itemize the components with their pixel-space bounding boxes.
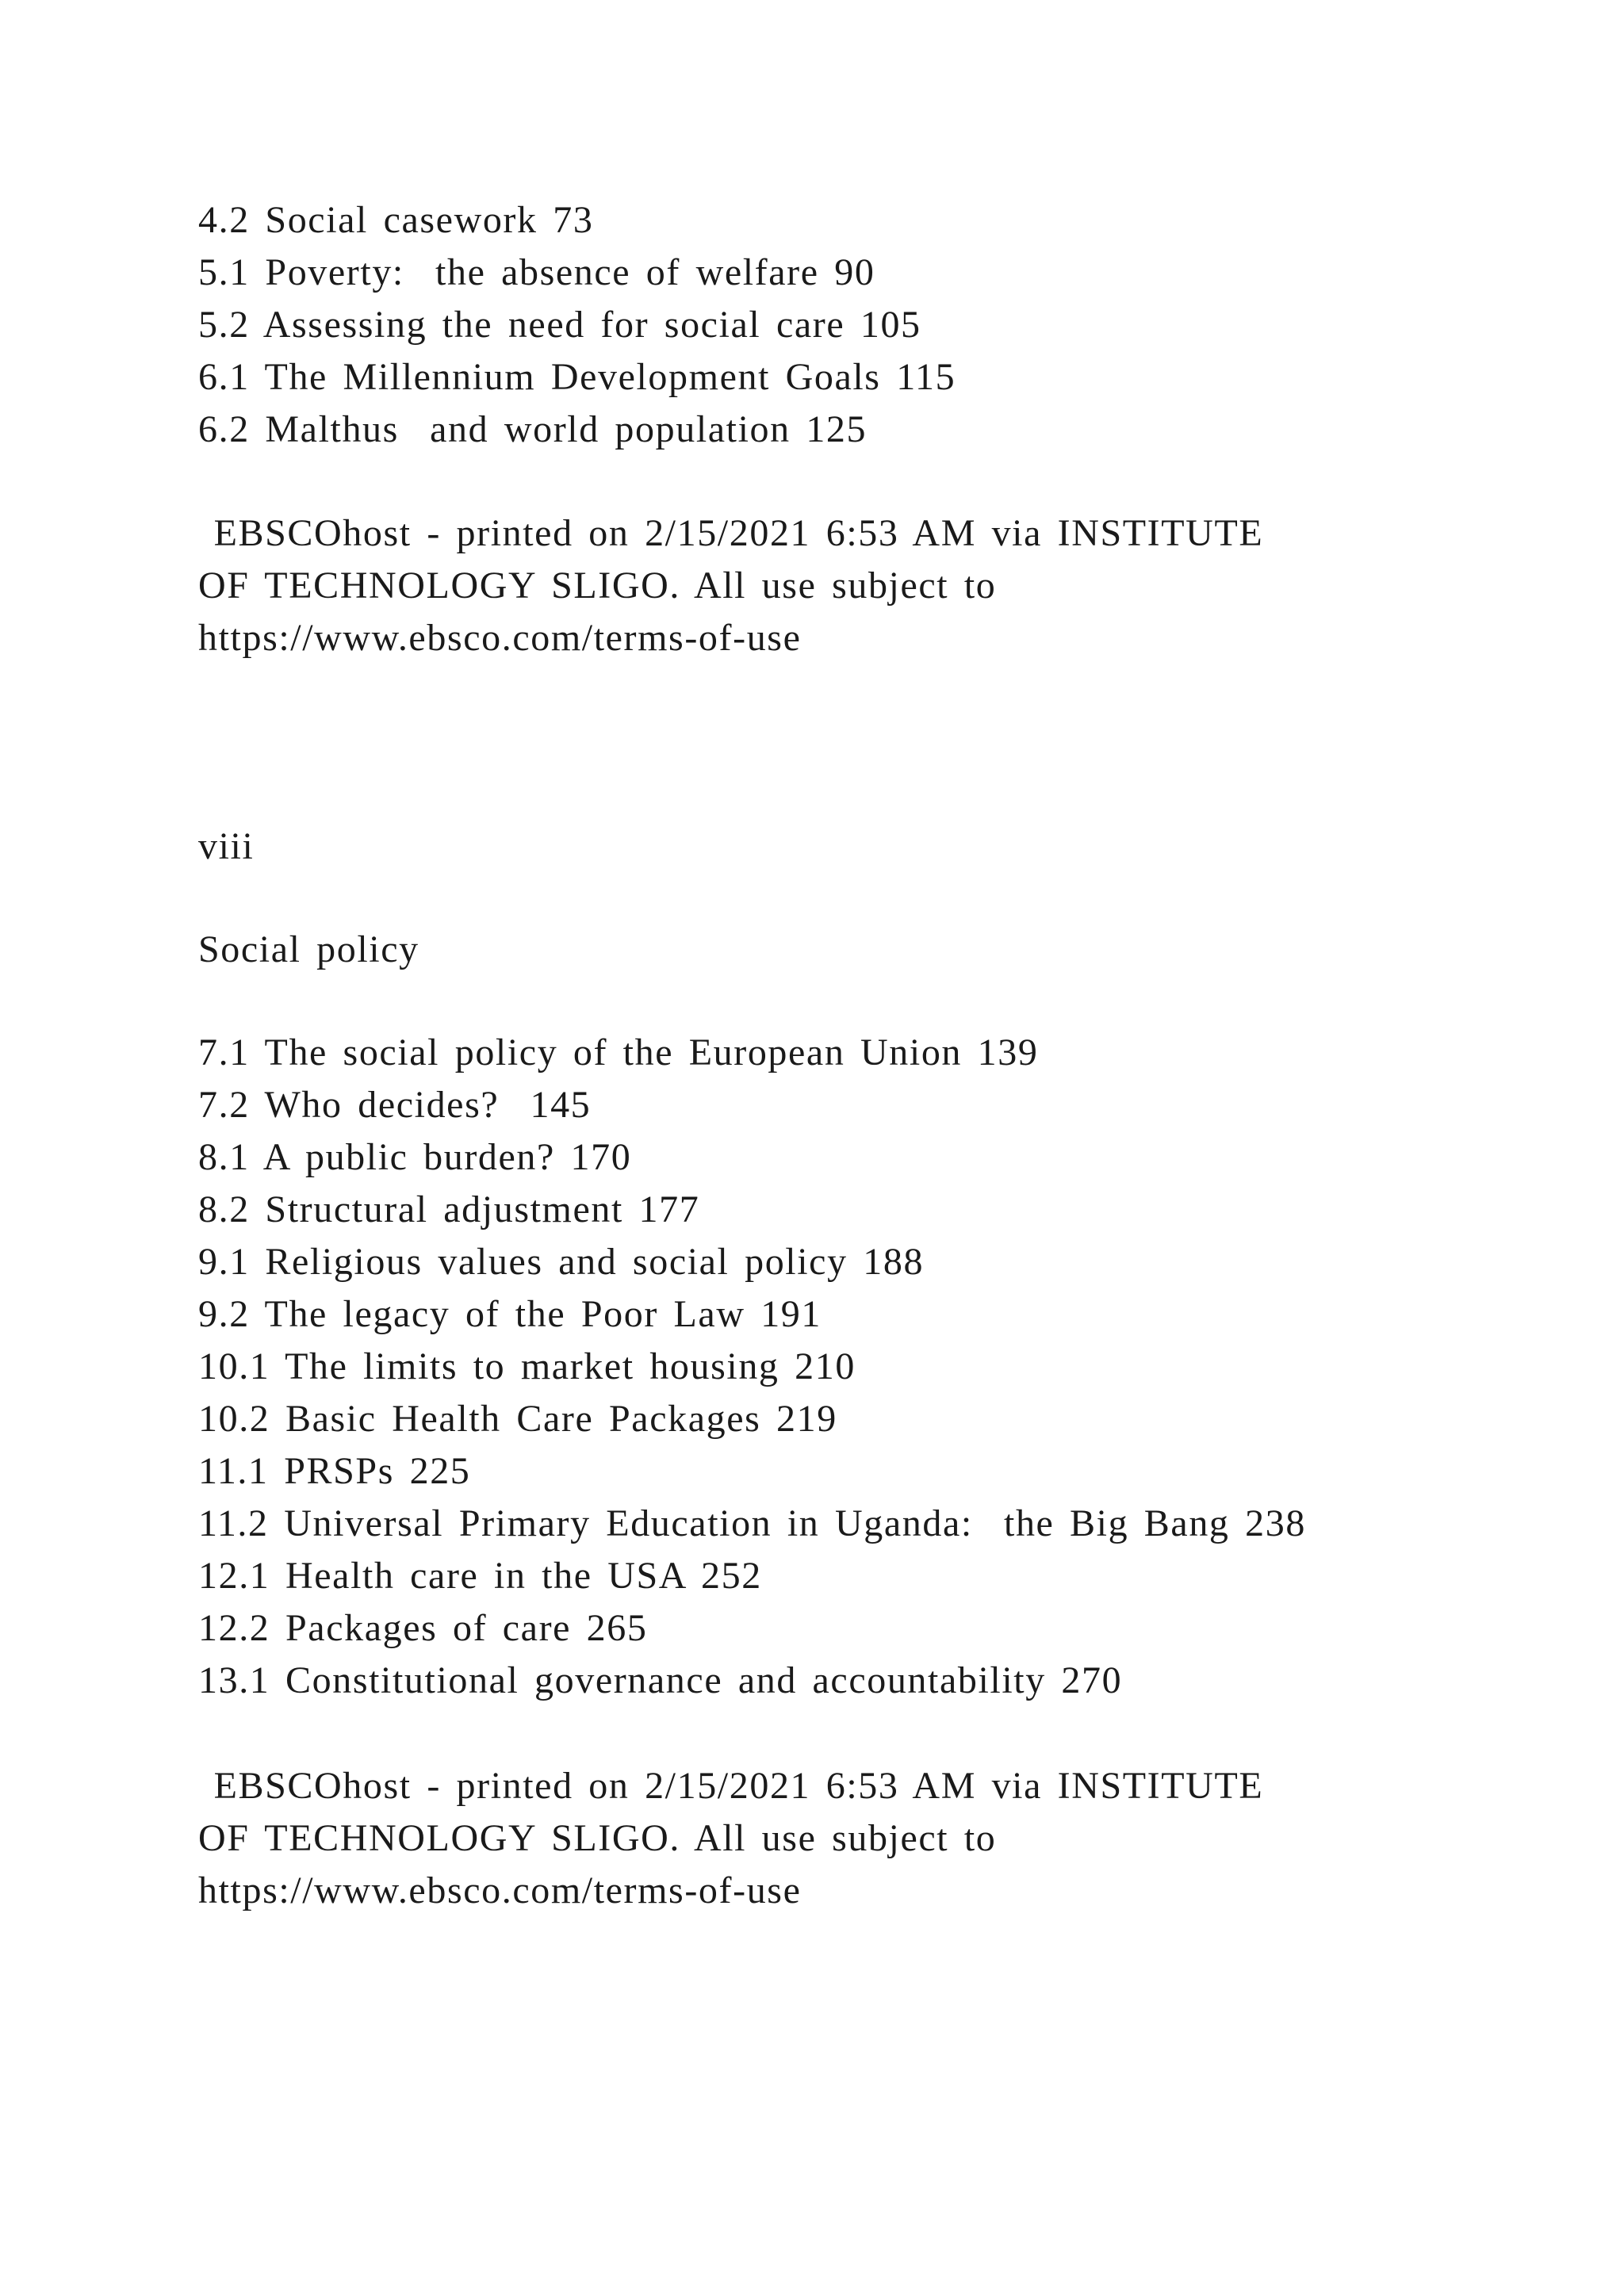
notice-line: OF TECHNOLOGY SLIGO. All use subject to: [198, 1817, 997, 1859]
box-list-bottom: [198, 1027, 1562, 1707]
list-item: 4.2 Social casework 73: [198, 199, 594, 241]
list-item: 9.1 Religious values and social policy 188: [198, 1241, 925, 1283]
ebsco-notice: [198, 507, 1562, 664]
list-item: 6.2 Malthus and world population 125: [198, 408, 868, 450]
list-item: 12.1 Health care in the USA 252: [198, 1555, 762, 1597]
notice-url: https://www.ebsco.com/terms-of-use: [198, 617, 802, 659]
notice-line: OF TECHNOLOGY SLIGO. All use subject to: [198, 564, 997, 607]
notice-line: EBSCOhost - printed on 2/15/2021 6:53 AM via INSTITUTE: [198, 1765, 1264, 1807]
list-item: 6.1 The Millennium Development Goals 115: [198, 356, 956, 398]
list-item: 10.1 The limits to market housing 210: [198, 1345, 856, 1387]
notice-line: EBSCOhost - printed on 2/15/2021 6:53 AM via INSTITUTE: [198, 512, 1264, 554]
page-number: viii: [198, 825, 255, 867]
list-item: 8.1 A public burden? 170: [198, 1136, 632, 1178]
list-item: 5.2 Assessing the need for social care 105: [198, 304, 921, 346]
box-list-top: [198, 194, 1562, 456]
list-item: 5.1 Poverty: the absence of welfare 90: [198, 251, 875, 293]
list-item: 13.1 Constitutional governance and accountability 270: [198, 1659, 1123, 1701]
notice-url: https://www.ebsco.com/terms-of-use: [198, 1869, 802, 1911]
list-item: 8.2 Structural adjustment 177: [198, 1188, 700, 1230]
list-item: 9.2 The legacy of the Poor Law 191: [198, 1293, 822, 1335]
list-item: 12.2 Packages of care 265: [198, 1607, 648, 1649]
list-item: 7.2 Who decides? 145: [198, 1084, 592, 1126]
list-item: 11.1 PRSPs 225: [198, 1450, 471, 1492]
list-item: 7.1 The social policy of the European Union 139: [198, 1031, 1039, 1073]
section-title-block: [198, 924, 1562, 976]
list-item: 10.2 Basic Health Care Packages 219: [198, 1398, 837, 1440]
ebsco-notice: [198, 1760, 1562, 1917]
section-title: Social policy: [198, 928, 419, 970]
list-item: 11.2 Universal Primary Education in Uganda: the Big Bang 238: [198, 1502, 1306, 1544]
page-number-block: [198, 821, 1562, 873]
